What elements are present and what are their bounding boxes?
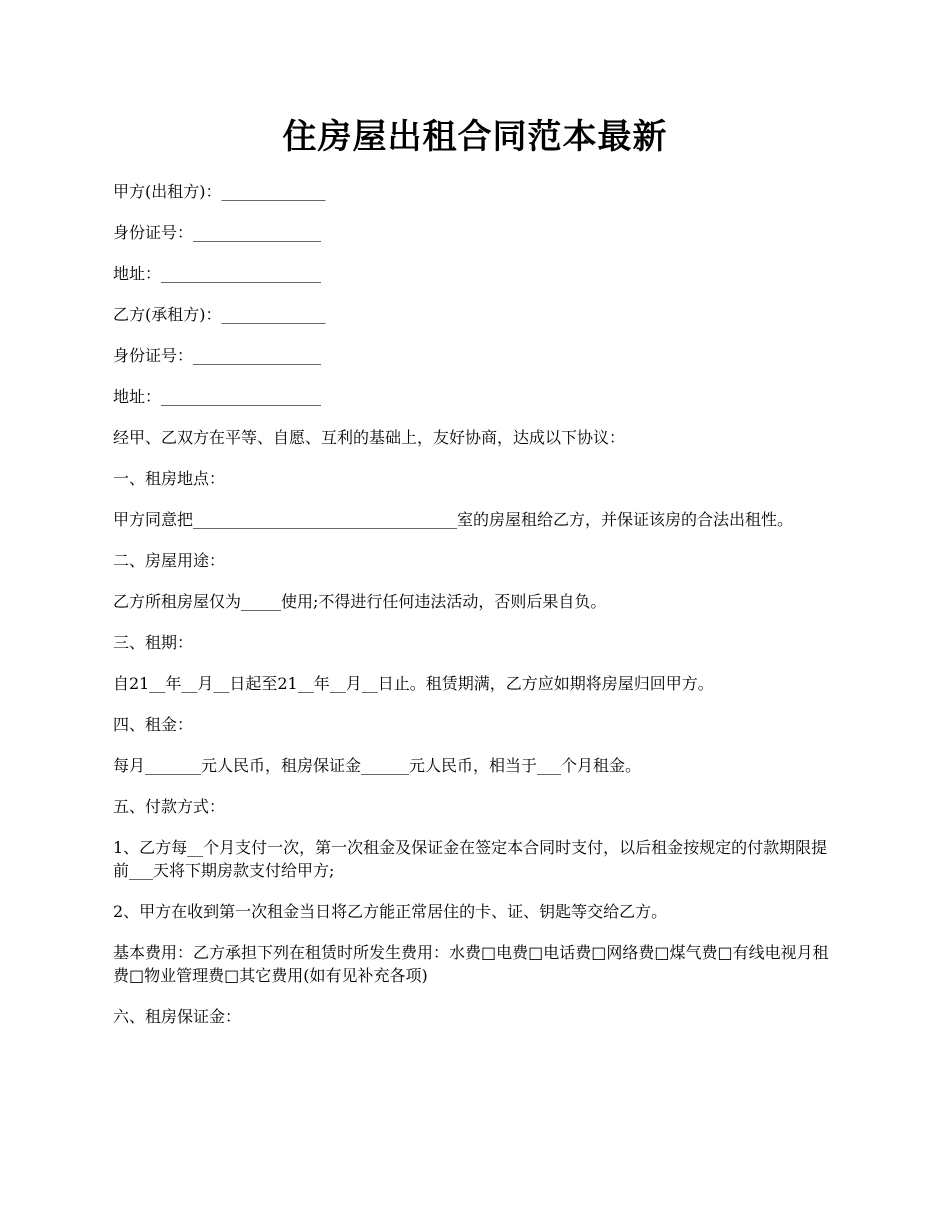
rent-clause: 每月_______元人民币，租房保证金______元人民币，相当于___个月租金。 [113, 756, 642, 775]
section-heading-deposit: 六、租房保证金： [113, 1007, 242, 1026]
lessor-address-line: 地址：____________________ [113, 264, 322, 283]
payment-clause-2: 2、甲方在收到第一次租金当日将乙方能正常居住的卡、证、钥匙等交给乙方。 [113, 902, 668, 921]
lessor-name-line: 甲方(出租方)：_____________ [113, 182, 326, 201]
basic-fees-clause: 基本费用：乙方承担下列在租赁时所发生费用：水费□电费□电话费□网络费□煤气费□有线电视月租费□物业管理费□其它费用(如有见补充各项) [113, 943, 829, 985]
lessee-name-line: 乙方(承租方)：_____________ [113, 305, 326, 324]
usage-clause: 乙方所租房屋仅为_____使用;不得进行任何违法活动，否则后果自负。 [113, 592, 607, 611]
agreement-intro: 经甲、乙双方在平等、自愿、互利的基础上，友好协商，达成以下协议： [113, 428, 626, 447]
section-heading-rent: 四、租金： [113, 715, 194, 734]
term-clause: 自21__年__月__日起至21__年__月__日止。租赁期满，乙方应如期将房屋归回甲方。 [113, 674, 714, 693]
lessee-address-line: 地址：____________________ [113, 387, 322, 406]
payment-clause-1: 1、乙方每__个月支付一次，第一次租金及保证金在签定本合同时支付，以后租金按规定的付款期限提前___天将下期房款支付给甲方; [113, 838, 828, 880]
section-heading-location: 一、租房地点： [113, 469, 226, 488]
document-body [113, 180, 843, 1046]
section-heading-term: 三、租期： [113, 633, 194, 652]
location-clause: 甲方同意把_________________________________室的房屋租给乙方，并保证该房的合法出租性。 [113, 510, 794, 529]
lessee-id-line: 身份证号：________________ [113, 346, 322, 365]
section-heading-usage: 二、房屋用途： [113, 551, 226, 570]
document-title: 住房屋出租合同范本最新 [282, 117, 668, 157]
lessor-id-line: 身份证号：________________ [113, 223, 322, 242]
section-heading-payment: 五、付款方式： [113, 797, 226, 816]
